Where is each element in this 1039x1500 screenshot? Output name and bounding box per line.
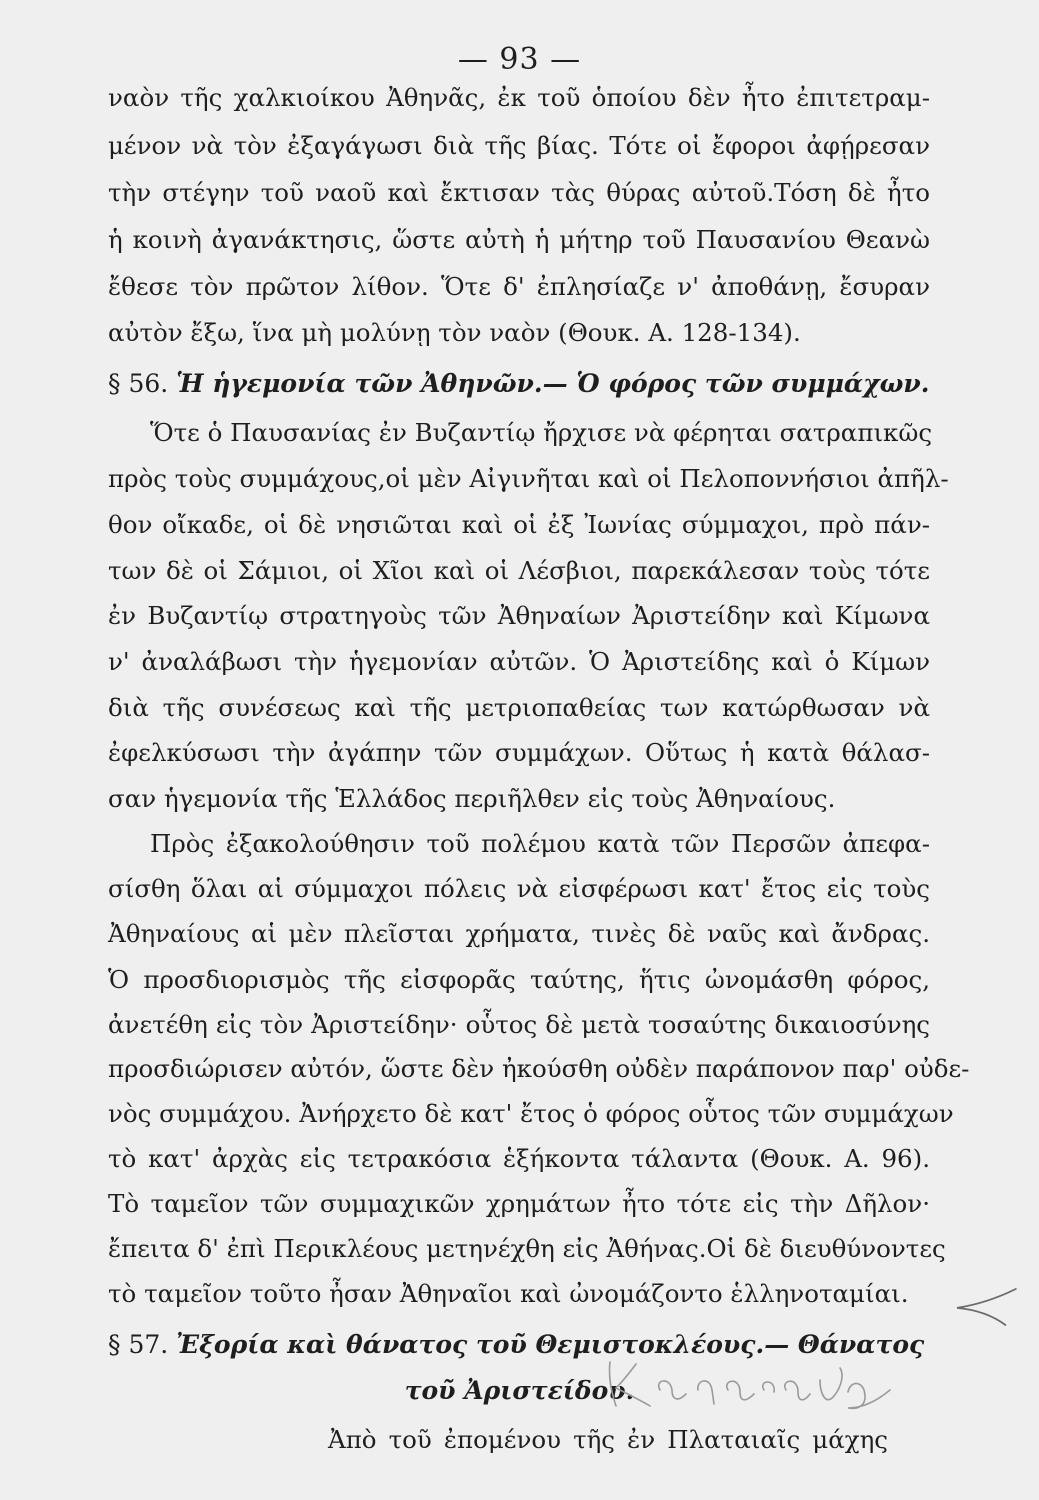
text-line: ἐφελκύσωσι τὴν ἀγάπην τῶν συμμάχων. Οὕτως ἡ κατὰ θάλασ- [108, 738, 930, 767]
text-line: τὸ κατ' ἀρχὰς εἰς τετρακόσια ἑξήκοντα τάλαντα (Θουκ. Α. 96). [108, 1144, 930, 1173]
text-line: Ὅτε ὁ Παυσανίας ἐν Βυζαντίῳ ἤρχισε νὰ φέρηται σατραπικῶς [150, 418, 933, 447]
section-number: § 56. [108, 369, 169, 398]
text-line: ἀνετέθη εἰς τὸν Ἀριστείδην· οὗτος δὲ μετὰ τοσαύτης δικαιοσύνης [108, 1010, 930, 1039]
text-line: Ὁ προσδιορισμὸς τῆς εἰσφορᾶς ταύτης, ἥτις ὠνομάσθη φόρος, [108, 965, 930, 994]
page-number: — 93 — [457, 42, 582, 77]
text-line: τὸ ταμεῖον τοῦτο ἦσαν Ἀθηναῖοι καὶ ὠνομάζοντο ἑλληνοταμίαι. [108, 1279, 909, 1308]
text-line: των δὲ οἱ Σάμιοι, οἱ Χῖοι καὶ οἱ Λέσβιοι, παρεκάλεσαν τοὺς τότε [108, 556, 930, 585]
pencil-mark-icon [950, 1282, 1020, 1332]
section-title-continued: τοῦ Ἀριστείδου. [404, 1376, 635, 1405]
text-line: Ἀθηναίους αἱ μὲν πλεῖσται χρήματα, τινὲς δὲ ναῦς καὶ ἄνδρας. [108, 919, 930, 948]
text-line: μένον νὰ τὸν ἐξαγάγωσι διὰ τῆς βίας. Τότε οἱ ἔφοροι ἀφῄρεσαν [108, 131, 930, 160]
text-line: Πρὸς ἐξακολούθησιν τοῦ πολέμου κατὰ τῶν Περσῶν ἀπεφα- [150, 829, 930, 858]
text-line: διὰ τῆς συνέσεως καὶ τῆς μετριοπαθείας των κατώρθωσαν νὰ [108, 693, 930, 722]
text-line: θον οἴκαδε, οἱ δὲ νησιῶται καὶ οἱ ἐξ Ἰωνίας σύμμαχοι, πρὸ πάν- [108, 510, 930, 539]
text-line: πρὸς τοὺς συμμάχους,οἱ μὲν Αἰγινῆται καὶ οἱ Πελοποννήσιοι ἀπῆλ- [108, 464, 949, 493]
text-line: νὸς συμμάχου. Ἀνήρχετο δὲ κατ' ἔτος ὁ φόρος οὗτος τῶν συμμάχων [108, 1099, 954, 1128]
section-title: Ἐξορία καὶ θάνατος τοῦ Θεμιστοκλέους.— Θάνατος [176, 1330, 925, 1359]
text-line: Ἀπὸ τοῦ ἐπομένου τῆς ἐν Πλαταιαῖς μάχης [328, 1425, 888, 1454]
text-line: σαν ἡγεμονία τῆς Ἑλλάδος περιῆλθεν εἰς τοὺς Ἀθηναίους. [108, 784, 836, 813]
text-line: Τὸ ταμεῖον τῶν συμμαχικῶν χρημάτων ἦτο τότε εἰς τὴν Δῆλον· [108, 1189, 930, 1218]
section-number: § 57. [108, 1330, 169, 1359]
text-line: ἔθεσε τὸν πρῶτον λίθον. Ὅτε δ' ἐπλησίαζε ν' ἀποθάνῃ, ἔσυραν [108, 272, 930, 301]
text-line: προσδιώρισεν αὐτόν, ὥστε δὲν ἠκούσθη οὐδὲν παράπονον παρ' οὐδε- [108, 1054, 970, 1083]
text-line: ἔπειτα δ' ἐπὶ Περικλέους μετηνέχθη εἰς Ἀθήνας.Οἱ δὲ διευθύνοντες [108, 1234, 946, 1263]
text-line: αὐτὸν ἔξω, ἵνα μὴ μολύνῃ τὸν ναὸν (Θουκ. Α. 128-134). [108, 318, 801, 347]
section-title: Ἡ ἡγεμονία τῶν Ἀθηνῶν.— Ὁ φόρος τῶν συμμάχων. [176, 369, 930, 398]
handwritten-signature [598, 1350, 928, 1410]
text-line: ν' ἀναλάβωσι τὴν ἡγεμονίαν αὐτῶν. Ὁ Ἀριστείδης καὶ ὁ Κίμων [108, 647, 930, 676]
text-line: ναὸν τῆς χαλκιοίκου Ἀθηνᾶς, ἐκ τοῦ ὁποίου δὲν ἦτο ἐπιτετραμ- [108, 83, 930, 112]
section-heading-56 [108, 371, 930, 396]
text-line: ἐν Βυζαντίῳ στρατηγοὺς τῶν Ἀθηναίων Ἀριστείδην καὶ Κίμωνα [108, 601, 930, 630]
text-line: σίσθη ὅλαι αἱ σύμμαχοι πόλεις νὰ εἰσφέρωσι κατ' ἔτος εἰς τοὺς [108, 874, 930, 903]
text-line: ἡ κοινὴ ἀγανάκτησις, ὥστε αὐτὴ ἡ μήτηρ τοῦ Παυσανίου Θεανὼ [108, 225, 930, 254]
text-line: τὴν στέγην τοῦ ναοῦ καὶ ἔκτισαν τὰς θύρας αὐτοῦ.Τόση δὲ ἦτο [108, 178, 930, 207]
